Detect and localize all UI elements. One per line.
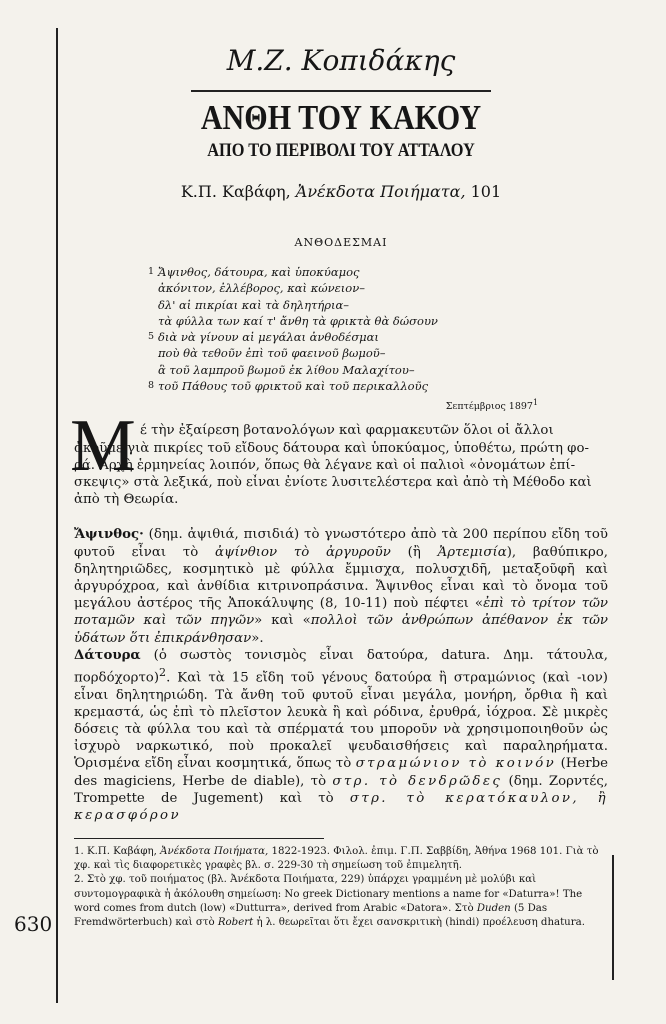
paragraph-line: έ τὴν ἐξαίρεση βοτανολόγων καὶ φαρμακευτῶν ὅλοι οἱ ἄλλοι [140, 423, 554, 439]
paragraph-line: ρά. Ἀρχὴ ἑρμηνείας λοιπόν, ὅπως θὰ λέγανε καὶ οἱ παλιοὶ «ὀνομάτων ἐπί- [74, 457, 576, 473]
poem-line [158, 362, 608, 378]
poem-line-text: διὰ νὰ γίνουν αἱ μεγάλαι ἀνθοδέσμαι [158, 330, 379, 345]
footnote-text: 1822-1923. Φιλολ. ἐπιμ. Γ.Π. Σαββίδη, Ἀθήνα 1968 101. Γιὰ τὸ χφ. καὶ τὶς διαφορετικὲς γραφὲς βλ. σ. 229-30 τὴ σημείωση τοῦ ἐπιμελητῆ. [74, 846, 599, 872]
footnote-text: 2. Στὸ χφ. τοῦ ποιήματος (βλ. Ἀνέκδοτα Ποιήματα, 229) ὑπάρχει γραμμένη μὲ μολύβι καὶ συντομογραφικὰ ἡ ἀκόλουθη σημείωση: No greek Dictionary mentions a name for «Daturra»! The word comes from dutch (low) «Dutturra», derived from Arabic «Datora». Στὸ [74, 874, 583, 914]
entry-headword: Ἄψινθος· [74, 527, 144, 543]
source-work: Ἀνέκδοτα Ποιήματα, [295, 182, 466, 201]
poem-line [158, 297, 608, 313]
footnote-2 [74, 873, 608, 929]
entry-text: ». [251, 630, 264, 646]
drop-cap: Μ [70, 405, 136, 488]
poem-line [148, 378, 608, 394]
entry-italic: ἀψίνθιον τὸ ἀργυροῦν [215, 544, 391, 560]
page-content [70, 42, 608, 930]
poem-line-text: δλ' αἱ πικρίαι καὶ τὰ δηλητήρια– [158, 297, 350, 312]
poem-line-text: τὰ φύλλα των καί τ' ἄνθη τὰ φρικτὰ θὰ δώσουν [158, 313, 438, 328]
entry-apsinthos [74, 526, 608, 646]
line-number: 5 [148, 331, 155, 343]
footnote-italic: Duden [476, 902, 511, 914]
poem-line-text: ἀκόνιτον, ἐλλέβορος, καὶ κώνειον– [158, 281, 365, 296]
right-margin-rule [612, 855, 614, 980]
poem-line [148, 264, 608, 280]
entry-italic: ἐπὶ τὸ τρίτον τῶν ποταμῶν καὶ τῶν πηγῶν [74, 596, 608, 629]
article-title: ΑΝΘΗ ΤΟΥ ΚΑΚΟΥ [200, 98, 482, 137]
footnote-text: ἡ λ. θεωρεῖται ὅτι ἔχει σανσκριτικὴ (hindi) προέλευση dhatura. [253, 916, 585, 928]
entry-italic: πολλοὶ τῶν ἀνθρώπων ἀπέθανον ἐκ τῶν ὑδάτων ὅτι ἐπικράνθησαν [74, 613, 608, 646]
entry-headword: Δάτουρα [74, 647, 141, 663]
footnote-text: 1. Κ.Π. Καβάφη, [74, 846, 161, 858]
footnote-italic: Robert [217, 916, 254, 928]
footnote-italic: Ἀνέκδοτα Ποιήματα, [160, 846, 269, 858]
entry-italic: Ἀρτεμισία [437, 544, 507, 560]
paragraph-line: σκεψις» στὰ λεξικά, ποὺ εἶναι ἐνίοτε λυσιτελέστερα καὶ ἀπὸ τὴ Μέθοδο καὶ [74, 474, 592, 490]
entry-text: (δημ. ἀψιθιά, πισιδιά) τὸ γνωστότερο ἀπὸ τὰ 200 περίπου εἴδη τοῦ φυτοῦ εἶναι τὸ [74, 527, 608, 560]
footnote-text: (5 Das Fremdwörterbuch) καὶ στὸ [74, 902, 548, 928]
entry-text: (ὁ σωστὸς τονισμὸς εἶναι δατούρα, datura. Δημ. τάτουλα, πορδόχορτο) [74, 647, 608, 686]
entry-spaced: στραμώνιον τὸ κοινόν [355, 756, 557, 772]
footnote-1 [74, 845, 608, 873]
poem [148, 264, 608, 394]
poem-line-text: ἃ τοῦ λαμπροῦ βωμοῦ ἐκ λίθου Μαλαχίτου– [158, 362, 415, 377]
source-citation [74, 182, 608, 202]
source-author: Κ.Π. Καβάφη, [180, 182, 296, 201]
poem-line-text: τοῦ Πάθους τοῦ φρικτοῦ καὶ τοῦ περικαλλοῦς [158, 379, 429, 394]
line-number: 1 [148, 266, 155, 277]
source-page: 101 [465, 182, 502, 201]
article-subtitle: ΑΠΟ ΤΟ ΠΕΡΙΒΟΛΙ ΤΟΥ ΑΤΤΑΛΟΥ [207, 140, 475, 161]
title-rule [191, 90, 491, 92]
poem-date [74, 398, 538, 412]
paragraph-line: ἀπὸ τὴ Θεωρία. [74, 492, 179, 508]
poem-line-text: ποὺ θὰ τεθοῦν ἐπὶ τοῦ φαεινοῦ βωμοῦ– [158, 346, 386, 361]
entry-spaced: στρ. τὸ δενδρῶδες [332, 773, 503, 789]
poem-line [158, 280, 608, 296]
author-name: Μ.Ζ. Κοπιδάκης [226, 44, 456, 77]
line-number: 8 [148, 380, 155, 392]
footnote-ref: 1 [532, 398, 538, 408]
poem-date-text: Σεπτέμβριος 1897 [445, 401, 533, 413]
poem-line [148, 329, 608, 345]
entry-text: (δημ. Ζορντές, Trompette de Jugement) καὶ τὸ [74, 773, 608, 806]
poem-line [158, 345, 608, 361]
left-margin-rule [56, 28, 58, 1003]
footnotes [74, 845, 608, 930]
footnote-ref: 2 [159, 666, 167, 679]
entry-text: (ἢ [390, 544, 438, 560]
entry-datoura [74, 647, 608, 824]
entry-spaced: στρ. τὸ κερατόκαυλον, ἢ κερασφόρον [74, 790, 608, 824]
footnote-rule [74, 838, 324, 839]
entry-text: (Herbe des magiciens, Herbe de diable), τὸ [74, 756, 608, 789]
paragraph-line: ἀκοῦμε γιὰ πικρίες τοῦ εἴδους δάτουρα καὶ ὑποκύαμος, ὑποθέτω, πρώτη φο- [74, 440, 589, 456]
poem-line-text: Ἄψινθος, δάτουρα, καὶ ὑποκύαμος [158, 265, 360, 279]
poem-title: ΑΝΘΟΔΕΣΜΑΙ [294, 236, 388, 249]
entry-text: ), βαθύπικρο, δηλητηριῶδες, κοσμητικὸ μὲ φύλλα ἔμμισχα, πολυσχιδῆ, μεταξοῦφῆ καὶ ἀργυρόχροα, καὶ ἀνθίδια κιτρινοπράσινα. Ἄψινθος εἶναι καὶ τὸ ὄνομα τοῦ μεγάλου ἀστέρος τῆς Ἀποκάλυψης (8, 10-11) ποὺ πέφτει « [74, 544, 608, 612]
page-number: 630 [14, 912, 53, 936]
poem-line [158, 313, 608, 329]
entry-text: . Καὶ τὰ 15 εἴδη τοῦ γένους δατούρα ἢ στραμώνιος (καὶ -ιον) εἶναι δηλητηριώδη. Τὰ ἄνθη τοῦ φυτοῦ εἶναι μεγάλα, μονήρη, ὄρθια ἢ καὶ κρεμαστά, ὡς ἐπὶ τὸ πλεῖστον λευκὰ ἢ καὶ ρόδινα, ἐρυθρά, ἰόχροα. Σὲ μικρὲς δόσεις τὰ φύλλα του καὶ τὰ σπέρματά του μποροῦν νὰ χρησιμοποιηθοῦν ὡς ἰσχυρὸ ναρκωτικό, ποὺ προκαλεῖ ψευδαισθήσεις καὶ παραληρήματα. Ὁρισμένα εἴδη εἶναι κοσμητικά, ὅπως τὸ [74, 670, 608, 772]
entry-text: » καὶ « [254, 613, 311, 629]
